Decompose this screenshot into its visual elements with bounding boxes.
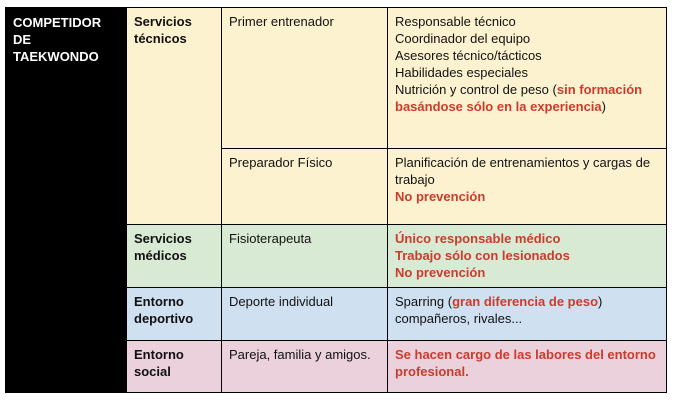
description-text: Nutrición y control de peso ( [395,82,557,97]
category-label: Entorno social [134,347,184,379]
description-cell [388,288,667,341]
category-label: Servicios médicos [134,231,192,263]
category-sports-environment [127,288,222,341]
description-line: Asesores técnico/tácticos [395,48,542,63]
side-label-cell [6,8,127,393]
category-label: Entorno deportivo [134,294,194,326]
highlight-text: Trabajo sólo con lesionados [395,248,570,263]
support-table [5,7,667,393]
description-line: Coordinador del equipo [395,31,531,46]
role-cell [222,225,388,288]
taekwondo-support-table-wrapper [5,7,667,393]
highlight-text: No prevención [395,189,486,204]
highlight-text: gran diferencia de peso [452,294,599,309]
role-cell [222,149,388,225]
category-medical-services [127,225,222,288]
description-text: ) [601,99,606,114]
highlight-text: Se hacen cargo de las labores del entorno profesional. [395,347,656,379]
role-label: Primer entrenador [229,14,334,29]
highlight-text: Único responsable médico [395,231,561,246]
category-social-environment [127,341,222,393]
category-technical-services [127,8,222,225]
description-cell [388,149,667,225]
description-line: Responsable técnico [395,14,516,29]
side-label: COMPETIDOR DE TAEKWONDO [13,15,102,64]
role-label: Preparador Físico [229,155,333,170]
role-label: Deporte individual [229,294,334,309]
role-label: Pareja, familia y amigos. [229,347,371,362]
category-label: Servicios técnicos [134,14,192,46]
role-label: Fisioterapeuta [229,231,312,246]
table-row-technical-coach [6,8,667,149]
description-line: Habilidades especiales [395,65,528,80]
description-text: ) compañeros, rivales... [395,294,603,326]
role-cell [222,8,388,149]
description-cell [388,225,667,288]
highlight-text: No prevención [395,265,486,280]
highlight-text: sin formación basándose sólo en la experiencia [395,82,643,114]
description-cell [388,341,667,393]
role-cell [222,288,388,341]
description-text: Sparring ( [395,294,453,309]
description-cell [388,8,667,149]
role-cell [222,341,388,393]
description-text: Planificación de entrenamientos y cargas de trabajo [395,155,651,187]
